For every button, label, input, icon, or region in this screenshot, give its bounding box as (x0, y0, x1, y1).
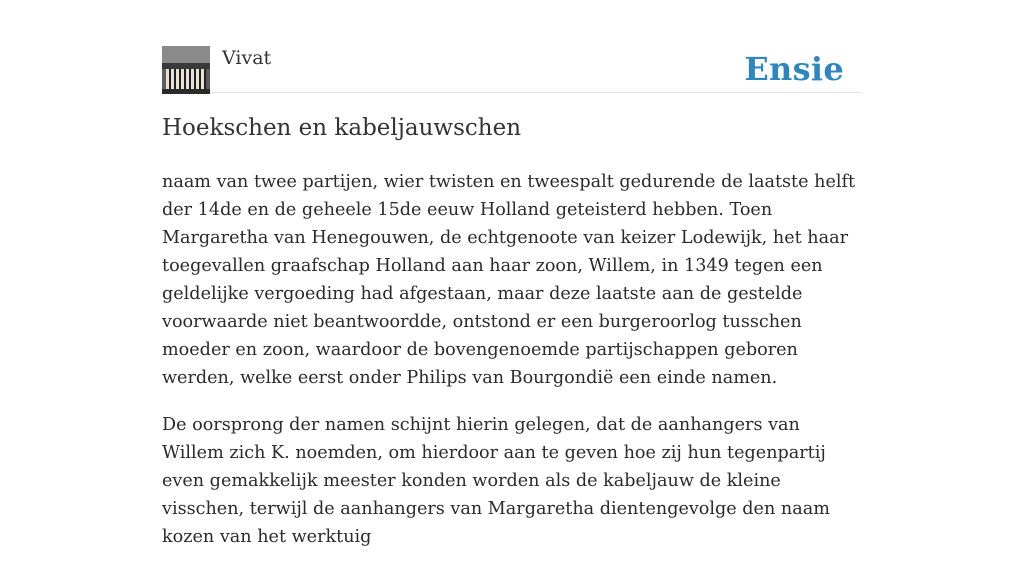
author-name[interactable]: Vivat (222, 47, 272, 69)
avatar-image-icon (162, 46, 210, 94)
article-body (162, 168, 862, 570)
paragraph: naam van twee partijen, wier twisten en tweespalt gedurende de laatste helft der 14de en de geheele 15de eeuw Holland geteisterd hebben. Toen Margaretha van Henegouwen, de echtgenoote van keizer Lodewijk, het haar toegevallen graafschap Holland aan haar zoon, Willem, in 1349 tegen een geldelijke vergoeding had afgestaan, maar deze laatste aan de gestelde voorwaarde niet beantwoordde, ontstond er een burgeroorlog tusschen moeder en zoon, waardoor de bovengenoemde partijschappen geboren werden, welke eerst onder Philips van Bourgondië een einde namen. (162, 172, 856, 388)
article-title: Hoekschen en kabeljauwschen (162, 115, 522, 141)
header (162, 46, 862, 93)
paragraph: De oorsprong der namen schijnt hierin gelegen, dat de aanhangers van Willem zich K. noemden, om hierdoor aan te geven hoe zij hun tegenpartij even gemakkelijk meester konden worden als de kabeljauw de kleine visschen, terwijl de aanhangers van Margaretha dientengevolge den naam kozen van het werktuig (162, 415, 830, 547)
author-avatar[interactable] (162, 46, 210, 94)
brand-logo[interactable]: Ensie (744, 50, 844, 88)
